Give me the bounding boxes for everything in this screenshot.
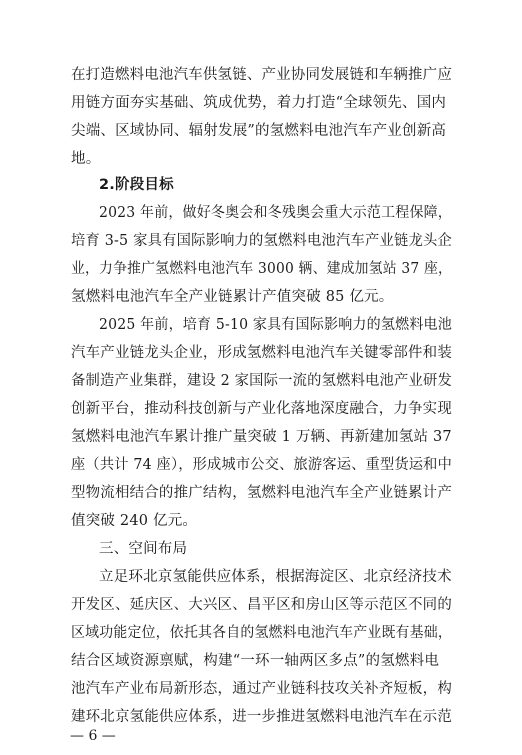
paragraph-line [0, 283, 522, 311]
paragraph-line [0, 367, 522, 395]
paragraph-line [0, 199, 522, 227]
line-text: 区域功能定位，依托其各自的氢燃料电池汽车产业既有基础， [71, 625, 452, 641]
line-text: 座（共计 74 座），形成城市公交、旅游客运、重型货运和中 [71, 457, 452, 473]
paragraph-line [0, 591, 522, 619]
paragraph-line [0, 423, 522, 451]
line-text: 值突破 240 亿元。 [71, 513, 198, 529]
paragraph-line [0, 227, 522, 255]
line-text: 尖端、区域协同、辐射发展”的氢燃料电池汽车产业创新高 [71, 123, 447, 139]
paragraph-line [0, 339, 522, 367]
line-text: 氢燃料电池汽车累计推广量突破 1 万辆、再新建加氢站 37 [71, 429, 452, 445]
line-text: 建环北京氢能供应体系，进一步推进氢燃料电池汽车在示范 [71, 709, 452, 725]
line-text: 池汽车产业布局新形态，通过产业链科技攻关补齐短板，构 [71, 681, 452, 697]
paragraph-line [0, 395, 522, 423]
line-text: 汽车产业链龙头企业，形成氢燃料电池汽车关键零部件和装 [71, 345, 452, 361]
line-text: 在打造燃料电池汽车供氢链、产业协同发展链和车辆推广应 [71, 67, 452, 83]
line-text: 培育 3-5 家具有国际影响力的氢燃料电池汽车产业链龙头企 [71, 233, 452, 249]
paragraph-line [0, 451, 522, 479]
paragraph-line [0, 507, 522, 535]
paragraph-line [0, 619, 522, 647]
section-heading-stage-goals [0, 171, 522, 199]
paragraph-line [0, 117, 522, 145]
line-text: 2023 年前，做好冬奥会和冬残奥会重大示范工程保障， [99, 205, 452, 221]
paragraph-line [0, 563, 522, 591]
line-text: 地。 [71, 151, 101, 167]
line-text: 开发区、延庆区、大兴区、昌平区和房山区等示范区不同的 [71, 597, 452, 613]
page-number: — 6 — [70, 728, 116, 744]
heading-text: 三、空间布局 [99, 541, 188, 557]
heading-text: 2.阶段目标 [99, 177, 174, 193]
section-heading-spatial-layout [0, 535, 522, 563]
line-text: 型物流相结合的推广结构，氢燃料电池汽车全产业链累计产 [71, 485, 452, 501]
line-text: 用链方面夯实基础、筑成优势，着力打造“全球领先、国内 [71, 95, 447, 111]
line-text: 业，力争推广氢燃料电池汽车 3000 辆、建成加氢站 37 座， [71, 261, 452, 277]
paragraph-line [0, 255, 522, 283]
line-text: 2025 年前，培育 5-10 家具有国际影响力的氢燃料电池 [99, 317, 452, 333]
paragraph-line [0, 479, 522, 507]
paragraph-line [0, 675, 522, 703]
line-text: 创新平台，推动科技创新与产业化落地深度融合，力争实现 [71, 401, 452, 417]
line-text: 结合区域资源禀赋，构建“一环一轴两区多点”的氢燃料电 [71, 653, 440, 669]
paragraph-line [0, 647, 522, 675]
line-text: 备制造产业集群，建设 2 家国际一流的氢燃料电池产业研发 [71, 373, 452, 389]
paragraph-line [0, 145, 522, 173]
paragraph-line [0, 89, 522, 117]
paragraph-line [0, 311, 522, 339]
line-text: 立足环北京氢能供应体系，根据海淀区、北京经济技术 [99, 569, 452, 585]
paragraph-line [0, 61, 522, 89]
line-text: 氢燃料电池汽车全产业链累计产值突破 85 亿元。 [71, 289, 394, 305]
